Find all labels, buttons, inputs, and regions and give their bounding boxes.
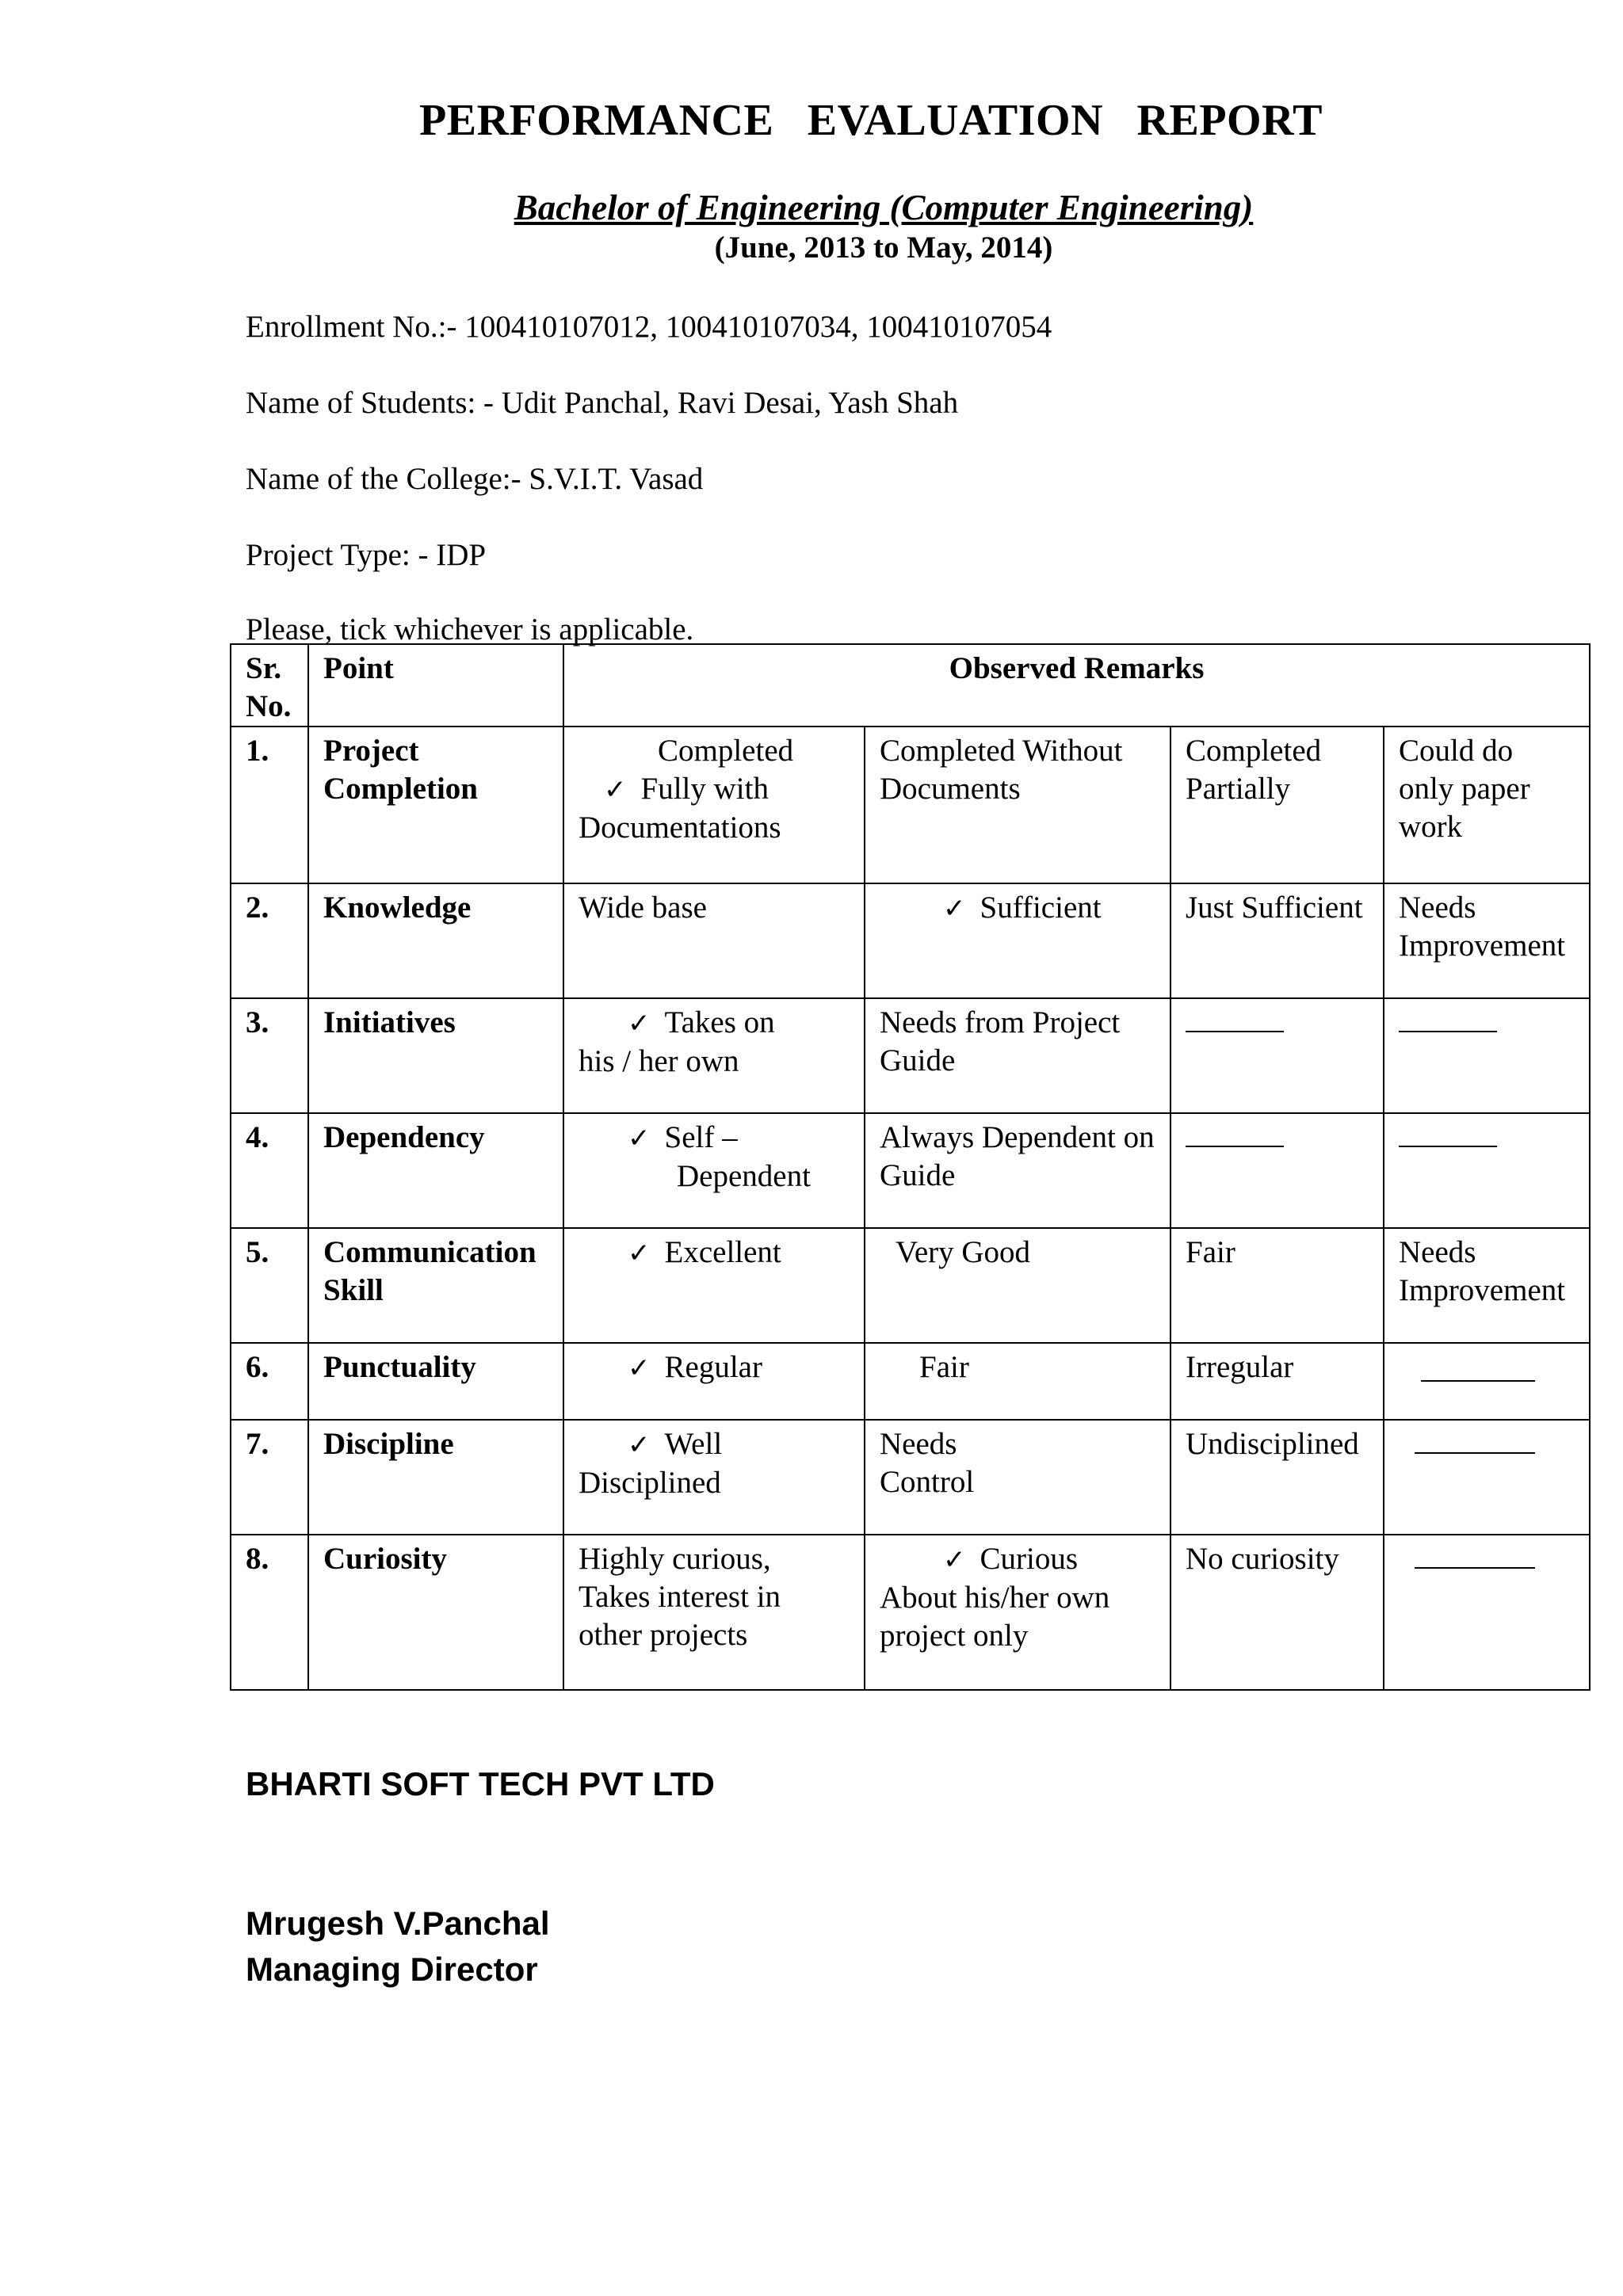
blank-line — [1399, 1119, 1497, 1147]
option-cell: Undisciplined — [1170, 1420, 1384, 1535]
option-cell — [1384, 1420, 1590, 1535]
option-text: Highly curious, Takes interest in other projects — [579, 1542, 781, 1652]
checkmark-icon: ✓ — [628, 1123, 651, 1154]
enrollment-numbers: Enrollment No.:- 100410107012, 100410107034, 100410107054 — [246, 310, 1052, 344]
option-text: Documentations — [579, 810, 781, 845]
option-text: Regular — [664, 1350, 762, 1384]
row-point: Knowledge — [308, 883, 563, 998]
row-sr: 5. — [231, 1228, 308, 1343]
row-sr: 8. — [231, 1535, 308, 1690]
student-names: Name of Students: - Udit Panchal, Ravi Desai, Yash Shah — [246, 386, 959, 420]
option-cell: Always Dependent on Guide — [865, 1113, 1170, 1228]
row-point: Punctuality — [308, 1343, 563, 1420]
company-name: BHARTI SOFT TECH PVT LTD — [246, 1765, 715, 1802]
header-observed-remarks: Observed Remarks — [563, 644, 1590, 727]
evaluation-table — [230, 643, 1591, 1691]
tick-instruction: Please, tick whichever is applicable. — [246, 612, 694, 646]
option-cell — [563, 1113, 865, 1228]
option-text: Takes on — [664, 1005, 775, 1039]
option-cell: Needs Improvement — [1384, 883, 1590, 998]
row-sr: 4. — [231, 1113, 308, 1228]
option-cell — [563, 1535, 865, 1690]
row-point: Communication Skill — [308, 1228, 563, 1343]
project-type: Project Type: - IDP — [246, 538, 487, 572]
option-text: Curious — [980, 1542, 1079, 1576]
header-point: Point — [308, 644, 563, 727]
blank-line — [1415, 1425, 1535, 1454]
blank-line — [1421, 1353, 1535, 1382]
degree-subtitle: Bachelor of Engineering (Computer Engineering) — [514, 188, 1254, 227]
row-sr: 2. — [231, 883, 308, 998]
table-row — [231, 1343, 1590, 1420]
option-text: Self – — [664, 1120, 738, 1154]
table-header-row — [231, 644, 1590, 727]
option-cell: Wide base — [563, 883, 865, 998]
academic-period: (June, 2013 to May, 2014) — [714, 231, 1053, 265]
option-text: Very Good — [896, 1235, 1031, 1269]
option-cell — [1384, 1535, 1590, 1690]
option-cell — [865, 1420, 1170, 1535]
option-text: Fair — [919, 1350, 969, 1384]
row-point: Initiatives — [308, 998, 563, 1113]
table-row — [231, 1113, 1590, 1228]
table-row — [231, 883, 1590, 998]
option-cell — [865, 1535, 1170, 1690]
row-sr: 1. — [231, 727, 308, 883]
option-cell: Irregular — [1170, 1343, 1384, 1420]
report-title: PERFORMANCE EVALUATION REPORT — [419, 96, 1323, 145]
option-text: Needs Control — [880, 1427, 975, 1499]
option-cell: Could do only paper work — [1384, 727, 1590, 883]
option-cell: No curiosity — [1170, 1535, 1384, 1690]
option-cell: Just Sufficient — [1170, 883, 1384, 998]
option-cell — [865, 1228, 1170, 1343]
option-cell — [1384, 1343, 1590, 1420]
option-text: Completed — [658, 734, 794, 768]
option-text: Sufficient — [980, 891, 1102, 925]
option-cell — [563, 727, 865, 883]
table-row — [231, 727, 1590, 883]
option-cell — [865, 883, 1170, 998]
option-cell — [1170, 1113, 1384, 1228]
option-cell — [563, 1343, 865, 1420]
checkmark-icon: ✓ — [604, 774, 627, 806]
header-sr-no: Sr. No. — [231, 644, 308, 727]
table-row — [231, 1535, 1590, 1690]
row-point: Curiosity — [308, 1535, 563, 1690]
checkmark-icon: ✓ — [943, 893, 966, 925]
blank-line — [1186, 1004, 1284, 1032]
option-text: Disciplined — [579, 1466, 721, 1500]
option-cell: Completed Without Documents — [865, 727, 1170, 883]
option-text: Excellent — [664, 1235, 781, 1269]
checkmark-icon: ✓ — [628, 1352, 651, 1384]
table-row — [231, 998, 1590, 1113]
row-point: Project Completion — [308, 727, 563, 883]
option-cell: Needs Improvement — [1384, 1228, 1590, 1343]
table-row — [231, 1420, 1590, 1535]
checkmark-icon: ✓ — [628, 1429, 651, 1461]
checkmark-icon: ✓ — [628, 1238, 651, 1269]
signatory-designation: Managing Director — [246, 1951, 538, 1988]
college-name: Name of the College:- S.V.I.T. Vasad — [246, 462, 704, 496]
blank-line — [1415, 1540, 1535, 1569]
option-text: Dependent — [677, 1159, 811, 1193]
option-text: his / her own — [579, 1044, 739, 1078]
option-cell — [563, 1228, 865, 1343]
option-text: Well — [664, 1427, 723, 1461]
row-sr: 3. — [231, 998, 308, 1113]
option-cell: Fair — [1170, 1228, 1384, 1343]
row-point: Discipline — [308, 1420, 563, 1535]
row-sr: 7. — [231, 1420, 308, 1535]
option-cell: Needs from Project Guide — [865, 998, 1170, 1113]
option-cell — [1384, 1113, 1590, 1228]
option-cell — [865, 1343, 1170, 1420]
option-cell: Completed Partially — [1170, 727, 1384, 883]
checkmark-icon: ✓ — [628, 1008, 651, 1039]
option-cell — [563, 998, 865, 1113]
option-cell — [1170, 998, 1384, 1113]
row-sr: 6. — [231, 1343, 308, 1420]
row-point: Dependency — [308, 1113, 563, 1228]
blank-line — [1186, 1119, 1284, 1147]
table-row — [231, 1228, 1590, 1343]
option-text: About his/her own project only — [880, 1581, 1110, 1653]
checkmark-icon: ✓ — [943, 1544, 966, 1576]
option-cell — [1384, 998, 1590, 1113]
option-cell — [563, 1420, 865, 1535]
blank-line — [1399, 1004, 1497, 1032]
option-text: Fully with — [640, 772, 769, 806]
signatory-name: Mrugesh V.Panchal — [246, 1905, 550, 1942]
